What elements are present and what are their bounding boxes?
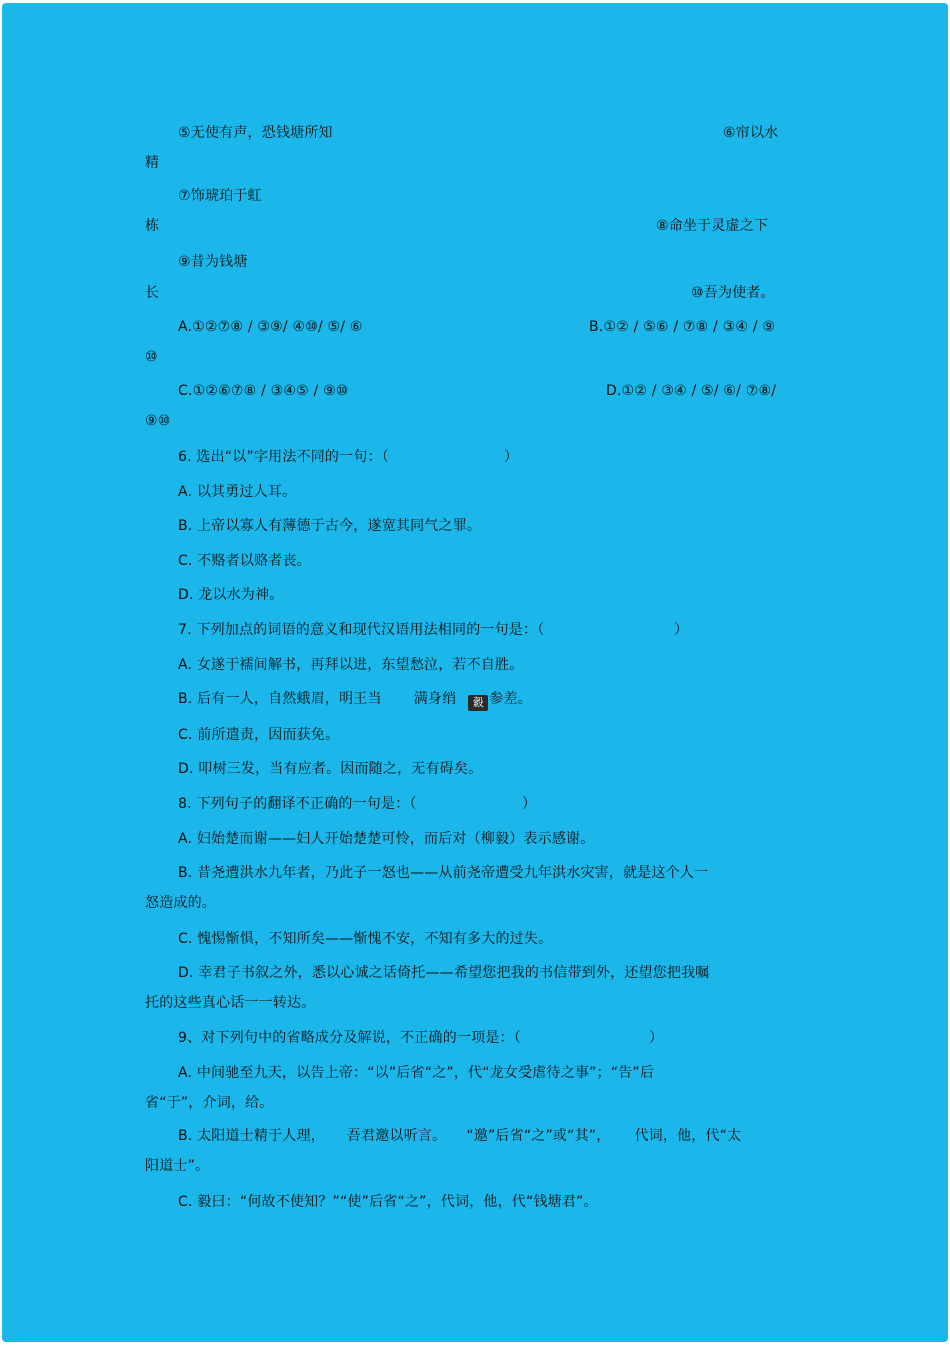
option-line-6-cont: 精 [145, 155, 160, 171]
q6-option-d: D. 龙以水为神。 [178, 587, 284, 603]
q7-stem: 7. 下列加点的词语的意义和现代汉语用法相同的一句是：（ [178, 622, 545, 638]
option-line-5: ⑤无使有声，恐钱塘所知 [178, 125, 333, 141]
q9-option-b-text-3: “邀”后省“之”或“其”， [466, 1128, 611, 1144]
q5-option-b-cont: ⑩ [145, 349, 158, 365]
q7-option-b-text-2: 满身绡 [413, 691, 457, 707]
q6-option-c: C. 不赂者以赂者丧。 [178, 553, 311, 569]
q9-paren-close: ） [649, 1030, 664, 1046]
q7-option-b-text-1: B. 后有一人，自然蛾眉，明王当 [178, 691, 382, 707]
q7-option-d: D. 叩树三发，当有应者。因而随之，无有碍矣。 [178, 761, 483, 777]
q5-option-d-cont: ⑨⑩ [145, 413, 171, 429]
q8-option-d: D. 幸君子书叙之外，悉以心诚之话倚托——希望您把我的书信带到外，还望您把我嘱 [178, 965, 710, 981]
q6-option-a: A. 以其勇过人耳。 [178, 484, 297, 500]
q9-option-b-text-2: 吾君邀以听言。 [346, 1128, 447, 1144]
q8-option-b-cont: 怒造成的。 [145, 895, 216, 911]
option-line-9: ⑨昔为钱塘 [178, 254, 248, 270]
q8-option-d-cont: 托的这些真心话一一转达。 [145, 995, 316, 1011]
q6-option-b: B. 上帝以寡人有薄德于古今，遂宽其同气之罪。 [178, 518, 482, 534]
q5-option-c: C.①②⑥⑦⑧ / ③④⑤ / ⑨⑩ [178, 383, 349, 399]
q5-option-a: A.①②⑦⑧ / ③⑨/ ④⑩/ ⑤/ ⑥ [178, 319, 363, 335]
q9-option-b-text-1: B. 太阳道士精于人理， [178, 1128, 325, 1144]
q9-stem: 9、对下列句中的省略成分及解说，不正确的一项是：（ [178, 1030, 521, 1046]
document-page [2, 3, 948, 1342]
q7-option-c: C. 前所遣责，因而获免。 [178, 727, 340, 743]
q9-option-b-cont: 阳道士”。 [145, 1158, 210, 1174]
q9-option-a: A. 中间驰至九天，以告上帝：“以”后省“之”，代“龙女受虐待之事”；“告”后 [178, 1065, 655, 1081]
q9-option-b [178, 1127, 741, 1145]
garbled-glyph-image: 縠 [468, 695, 488, 711]
q9-option-b-text-4: 代词，他，代“太 [634, 1128, 742, 1144]
q7-option-b-text-3: 参差。 [489, 691, 532, 707]
q8-stem: 8. 下列句子的翻译不正确的一句是：（ [178, 796, 417, 812]
option-line-9-cont: 长 [145, 285, 160, 301]
q8-option-a: A. 妇始楚而谢——妇人开始楚楚可怜，而后对（柳毅）表示感谢。 [178, 831, 595, 847]
option-line-10: ⑩吾为使者。 [691, 285, 775, 301]
q5-option-b: B.①② / ⑤⑥ / ⑦⑧ / ③④ / ⑨ [589, 319, 776, 335]
q7-option-a: A. 女遂于襦间解书，再拜以进，东望愁泣，若不自胜。 [178, 657, 524, 673]
q5-option-d: D.①② / ③④ / ⑤/ ⑥/ ⑦⑧/ [606, 383, 777, 399]
q9-option-c: C. 毅曰：“何故不使知？”“使”后省“之”，代词，他，代“钱塘君”。 [178, 1194, 598, 1210]
option-line-7-cont: 栋 [145, 218, 160, 234]
q8-option-c: C. 愧惕惭惧，不知所矣——惭愧不安，不知有多大的过失。 [178, 931, 553, 947]
q7-paren-close: ） [674, 622, 689, 638]
option-line-6: ⑥帘以水 [723, 125, 779, 141]
q8-option-b: B. 昔尧遭洪水九年者，乃此子一怒也——从前尧帝遭受九年洪水灾害，就是这个人一 [178, 865, 709, 881]
q6-paren-close: ） [504, 449, 519, 465]
option-line-8: ⑧命坐于灵虚之下 [656, 218, 769, 234]
q8-paren-close: ） [522, 796, 537, 812]
q7-option-b [178, 690, 532, 711]
q9-option-a-cont: 省“于”，介词，给。 [145, 1095, 274, 1111]
option-line-7: ⑦饰琥珀于虹 [178, 188, 262, 204]
q6-stem: 6. 选出“以”字用法不同的一句：（ [178, 449, 389, 465]
